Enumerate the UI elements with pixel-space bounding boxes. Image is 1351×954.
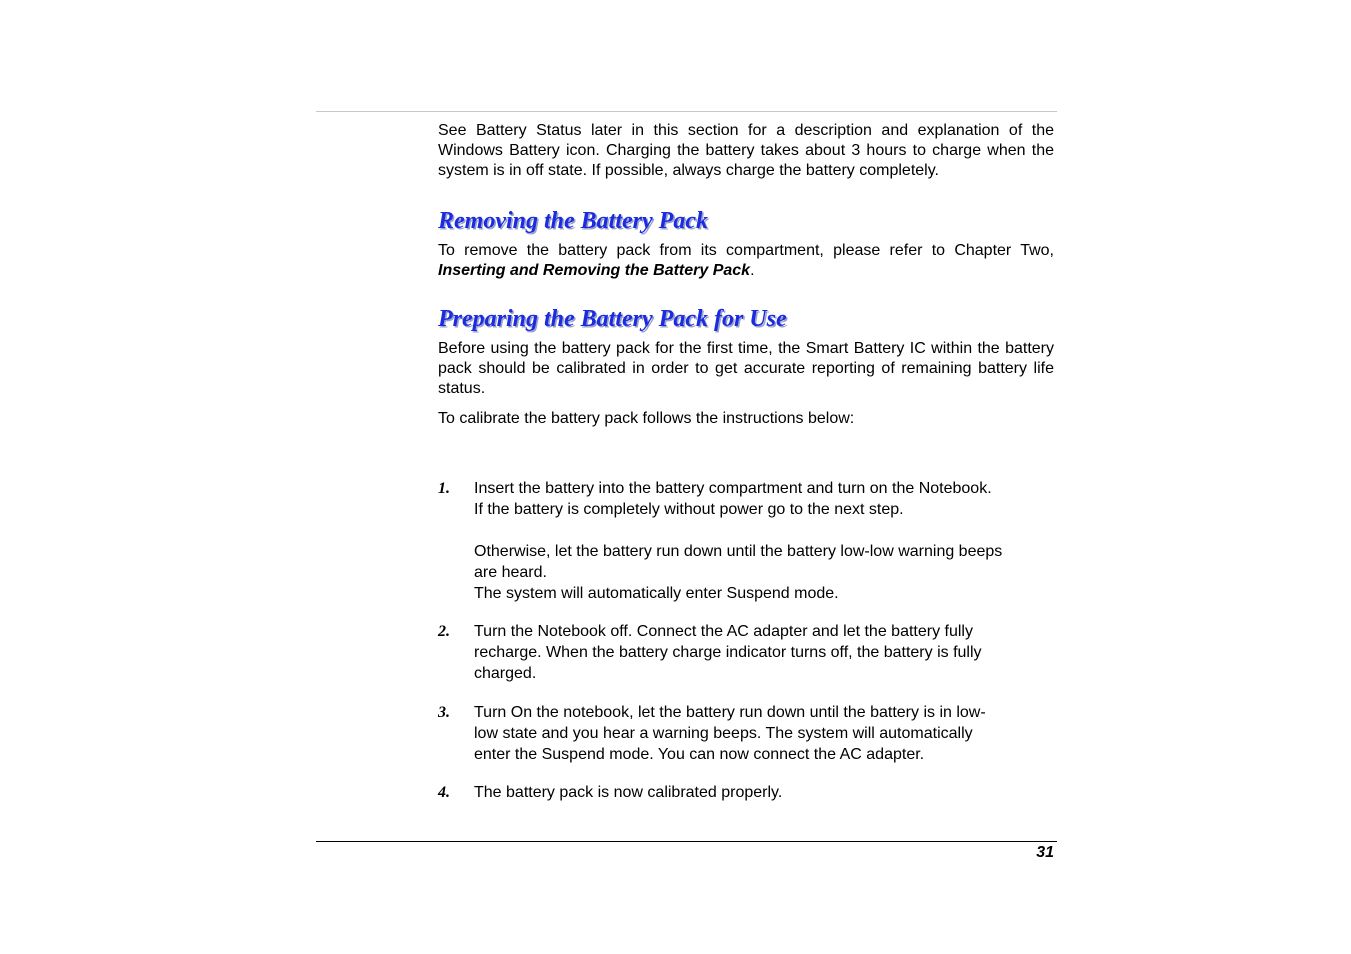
page-number: 31	[1036, 844, 1054, 861]
step-body	[474, 478, 1058, 604]
step-line: charged.	[474, 665, 537, 682]
step-line: low state and you hear a warning beeps. The system will automatically	[474, 725, 973, 742]
step-number: 2.	[438, 623, 450, 640]
step-body	[474, 702, 1058, 765]
step-line: recharge. When the battery charge indicator turns off, the battery is fully	[474, 644, 982, 661]
step-line: Insert the battery into the battery compartment and turn on the Notebook.	[474, 480, 992, 497]
heading-preparing-battery-pack: Preparing the Battery Pack for Use	[438, 306, 787, 332]
step-line: Turn On the notebook, let the battery run down until the battery is in low-	[474, 704, 986, 721]
footer-rule	[316, 841, 1057, 842]
step-line: The battery pack is now calibrated properly.	[474, 784, 783, 801]
step-line-blank	[474, 520, 1058, 541]
step-line: The system will automatically enter Suspend mode.	[474, 585, 839, 602]
step-line: enter the Suspend mode. You can now connect the AC adapter.	[474, 746, 925, 763]
step-body	[474, 621, 1058, 684]
step-line: are heard.	[474, 564, 547, 581]
removing-text-after: .	[750, 262, 755, 279]
removing-text-before: To remove the battery pack from its compartment, please refer to Chapter Two,	[438, 242, 1054, 259]
step-number: 1.	[438, 480, 450, 497]
step-number: 3.	[438, 704, 450, 721]
removing-paragraph	[438, 241, 1054, 281]
header-rule	[316, 111, 1057, 112]
preparing-paragraph: Before using the battery pack for the first time, the Smart Battery IC within the battery pack should be calibrated in order to get accurate reporting of remaining battery life status.	[438, 340, 1054, 397]
intro-paragraph: See Battery Status later in this section for a description and explanation of the Windows Battery icon. Charging the battery takes about 3 hours to charge when the system is in off state. If possible, always charge the battery completely.	[438, 122, 1054, 179]
step-body	[474, 782, 1058, 803]
step-line: Otherwise, let the battery run down until the battery low-low warning beeps	[474, 543, 1003, 560]
step-number: 4.	[438, 784, 450, 801]
heading-removing-battery-pack: Removing the Battery Pack	[438, 208, 708, 234]
step-line: If the battery is completely without power go to the next step.	[474, 501, 904, 518]
calibrate-intro-paragraph: To calibrate the battery pack follows the instructions below:	[438, 410, 855, 427]
step-line: Turn the Notebook off. Connect the AC adapter and let the battery fully	[474, 623, 973, 640]
chapter-reference: Inserting and Removing the Battery Pack	[438, 262, 751, 279]
page-content	[438, 121, 1054, 429]
